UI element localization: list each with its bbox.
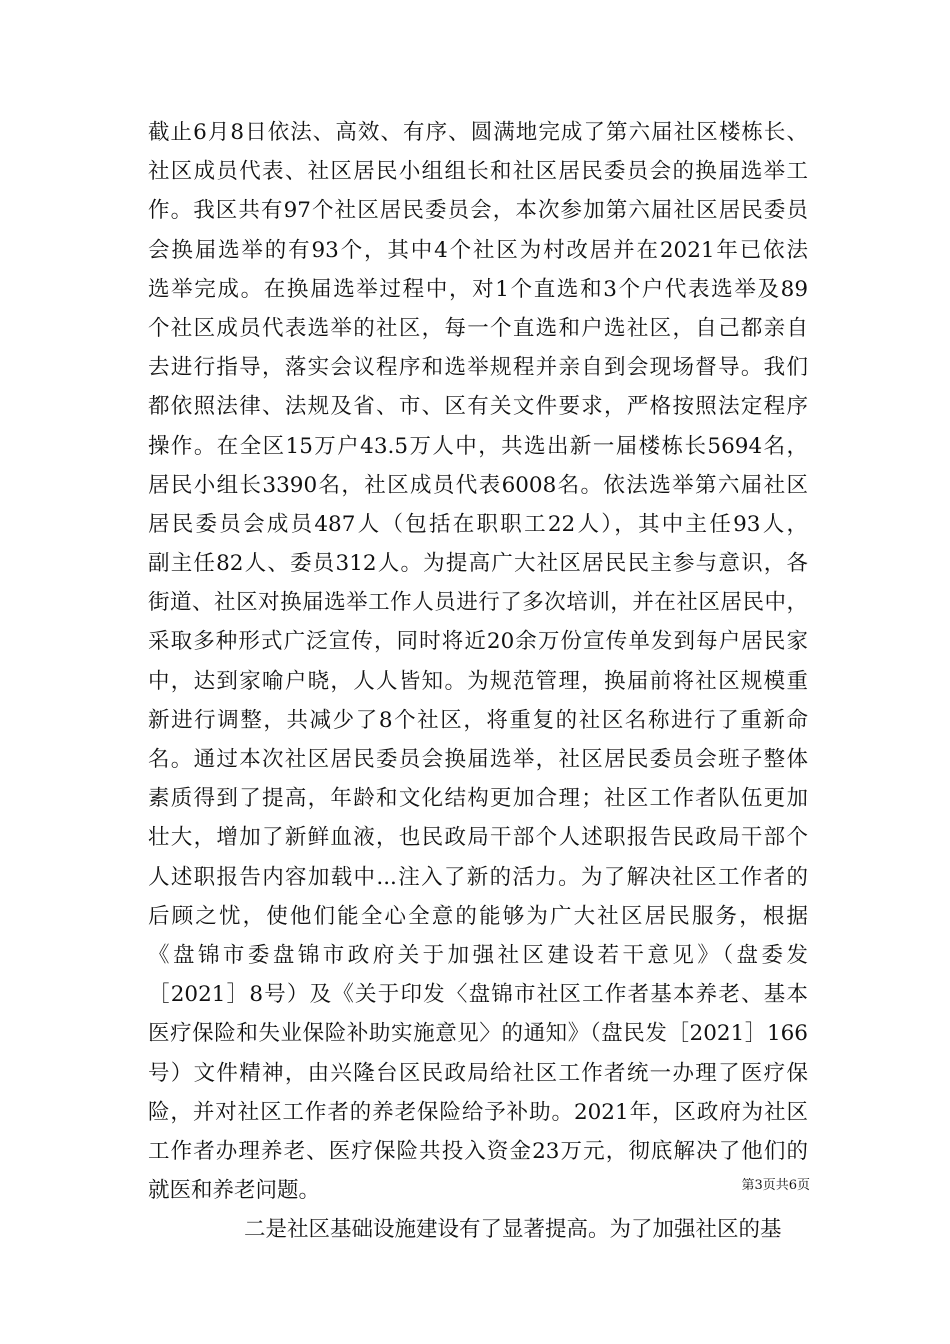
text-line: 作。我区共有97个社区居民委员会，本次参加第六届社区居民委员 xyxy=(148,198,808,224)
body-text xyxy=(148,113,808,1249)
text-line: 就医和养老问题。 xyxy=(148,1178,321,1204)
text-line: 截止6月8日依法、高效、有序、圆满地完成了第六届社区楼栋长、 xyxy=(148,120,808,145)
text-line: 《盘锦市委盘锦市政府关于加强社区建设若干意见》（盘委发 xyxy=(148,942,808,968)
text-line: 采取多种形式广泛宣传，同时将近20余万份宣传单发到每户居民家 xyxy=(148,629,808,655)
text-line: 医疗保险和失业保险补助实施意见〉的通知》（盘民发［2021］166 xyxy=(148,1021,808,1047)
text-line: 会换届选举的有93个，其中4个社区为村改居并在2021年已依法 xyxy=(148,237,808,263)
text-line: 险，并对社区工作者的养老保险给予补助。2021年，区政府为社区 xyxy=(148,1099,808,1125)
text-line: 个社区成员代表选举的社区，每一个直选和户选社区，自己都亲自 xyxy=(148,315,808,341)
text-line: 二是社区基础设施建设有了显著提高。为了加强社区的基 xyxy=(244,1217,782,1243)
paragraph-1 xyxy=(148,113,808,1210)
text-line: 工作者办理养老、医疗保险共投入资金23万元，彻底解决了他们的 xyxy=(148,1138,808,1164)
text-line: 操作。在全区15万户43.5万人中，共选出新一届楼栋长5694名， xyxy=(148,433,808,459)
text-line: 去进行指导，落实会议程序和选举规程并亲自到会现场督导。我们 xyxy=(148,355,808,381)
text-line: 人述职报告内容加载中...注入了新的活力。为了解决社区工作者的 xyxy=(148,864,808,890)
text-line: 名。通过本次社区居民委员会换届选举，社区居民委员会班子整体 xyxy=(148,747,808,772)
text-line: 素质得到了提高，年龄和文化结构更加合理；社区工作者队伍更加 xyxy=(148,786,808,812)
text-line: 号）文件精神，由兴隆台区民政局给社区工作者统一办理了医疗保 xyxy=(148,1060,808,1086)
page-number: 第3页共6页 xyxy=(741,1178,810,1193)
text-line: 都依照法律、法规及省、市、区有关文件要求，严格按照法定程序 xyxy=(148,394,808,420)
text-line: 社区成员代表、社区居民小组组长和社区居民委员会的换届选举工 xyxy=(148,159,808,185)
text-line: 街道、社区对换届选举工作人员进行了多次培训，并在社区居民中， xyxy=(148,590,808,616)
text-line: 居民小组长3390名，社区成员代表6008名。依法选举第六届社区 xyxy=(148,472,808,498)
text-line: 壮大，增加了新鲜血液，也民政局干部个人述职报告民政局干部个 xyxy=(148,825,808,851)
text-line: ［2021］8号）及《关于印发〈盘锦市社区工作者基本养老、基本 xyxy=(148,982,808,1008)
paragraph-2 xyxy=(148,1210,808,1249)
text-line: 选举完成。在换届选举过程中，对1个直选和3个户代表选举及89 xyxy=(148,276,808,302)
text-line: 副主任82人、委员312人。为提高广大社区居民民主参与意识，各 xyxy=(148,551,808,577)
page-footer xyxy=(700,1177,810,1195)
text-line: 中，达到家喻户晓，人人皆知。为规范管理，换届前将社区规模重 xyxy=(148,668,808,694)
text-line: 后顾之忧，使他们能全心全意的能够为广大社区居民服务，根据 xyxy=(148,903,808,929)
text-line: 新进行调整，共减少了8个社区，将重复的社区名称进行了重新命 xyxy=(148,707,808,733)
text-line: 居民委员会成员487人（包括在职职工22人），其中主任93人， xyxy=(148,511,808,537)
